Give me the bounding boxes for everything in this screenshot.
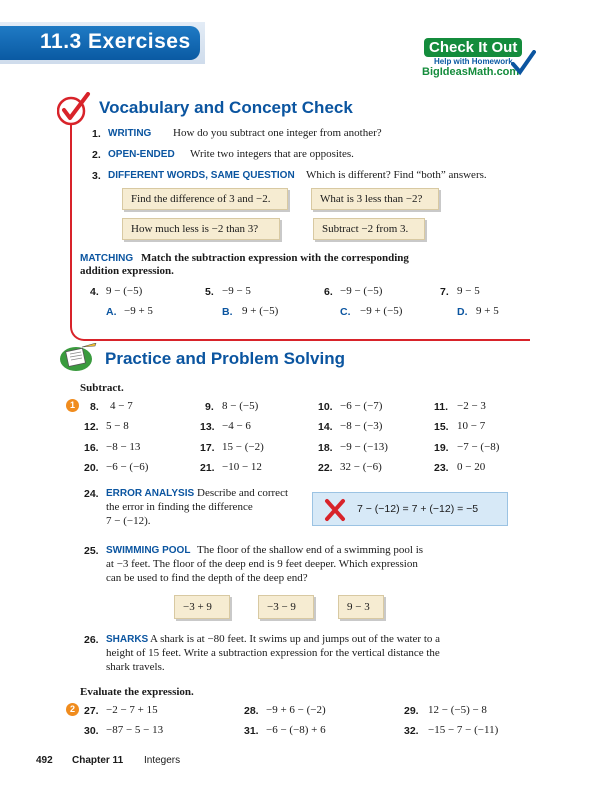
homework-help-label: Help with Homework bbox=[434, 57, 513, 66]
pool-choice-3: 9 − 3 bbox=[338, 595, 384, 619]
footer-topic: Integers bbox=[144, 755, 181, 766]
q25-line-3: can be used to find the depth of the deep end? bbox=[106, 572, 308, 584]
problem-31-number: 31. bbox=[244, 725, 259, 737]
problem-19-number: 19. bbox=[434, 442, 449, 454]
check-it-out-label: Check It Out bbox=[424, 38, 522, 57]
problem-32-expr: −15 − 7 − (−11) bbox=[428, 724, 499, 736]
q2-keyword: OPEN-ENDED bbox=[108, 149, 175, 160]
footer-chapter: Chapter 11 bbox=[72, 755, 124, 766]
problem-30-expr: −87 − 5 − 13 bbox=[106, 724, 164, 736]
problem-13-expr: −4 − 6 bbox=[222, 420, 251, 432]
item-4-number: 4. bbox=[90, 286, 99, 298]
q26-line-3: shark travels. bbox=[106, 661, 165, 673]
level-2-bullet: 2 bbox=[66, 703, 79, 716]
problem-12-number: 12. bbox=[84, 421, 99, 433]
problem-30-number: 30. bbox=[84, 725, 99, 737]
problem-10-number: 10. bbox=[318, 401, 333, 413]
q2-text: Write two integers that are opposites. bbox=[190, 148, 354, 160]
q1-keyword: WRITING bbox=[108, 128, 152, 139]
q3-keyword: DIFFERENT WORDS, SAME QUESTION bbox=[108, 170, 295, 181]
problem-23-number: 23. bbox=[434, 462, 449, 474]
vocab-heading: Vocabulary and Concept Check bbox=[99, 98, 353, 117]
q25-line-2: at −3 feet. The floor of the deep end is 9 feet deeper. Which expression bbox=[106, 558, 418, 570]
pool-choice-1: −3 + 9 bbox=[174, 595, 230, 619]
problem-27-number: 27. bbox=[84, 705, 99, 717]
subtract-instruction: Subtract. bbox=[80, 382, 124, 394]
problem-17-expr: 15 − (−2) bbox=[222, 441, 264, 453]
q26-line-1: A shark is at −80 feet. It swims up and jumps out of the water to a bbox=[150, 633, 441, 645]
item-7-number: 7. bbox=[440, 286, 449, 298]
q26-keyword: SHARKS bbox=[106, 634, 149, 645]
problem-13-number: 13. bbox=[200, 421, 215, 433]
item-7-expr: 9 − 5 bbox=[457, 285, 480, 297]
problem-21-number: 21. bbox=[200, 462, 215, 474]
problem-31-expr: −6 − (−8) + 6 bbox=[266, 724, 326, 736]
website-label: BigIdeasMath.com bbox=[422, 66, 520, 78]
item-5-expr: −9 − 5 bbox=[222, 285, 251, 297]
item-6-number: 6. bbox=[324, 286, 333, 298]
q24-line-1: Describe and correct bbox=[197, 487, 289, 499]
q2-number: 2. bbox=[92, 149, 101, 161]
problem-15-number: 15. bbox=[434, 421, 449, 433]
answer-a-letter: A. bbox=[106, 306, 117, 318]
answer-d-expr: 9 + 5 bbox=[476, 305, 499, 317]
problem-14-expr: −8 − (−3) bbox=[340, 420, 383, 432]
problem-20-expr: −6 − (−6) bbox=[106, 461, 149, 473]
choice-box-2: What is 3 less than −2? bbox=[311, 188, 439, 210]
problem-23-expr: 0 − 20 bbox=[457, 461, 486, 473]
problem-27-expr: −2 − 7 + 15 bbox=[106, 704, 158, 716]
problem-11-number: 11. bbox=[434, 401, 449, 413]
answer-b-letter: B. bbox=[222, 306, 233, 318]
problem-22-expr: 32 − (−6) bbox=[340, 461, 382, 473]
matching-line-1: Match the subtraction expression with the corresponding bbox=[141, 252, 409, 264]
answer-d-letter: D. bbox=[457, 306, 468, 318]
problem-18-number: 18. bbox=[318, 442, 333, 454]
answer-c-letter: C. bbox=[340, 306, 351, 318]
q1-number: 1. bbox=[92, 128, 101, 140]
check-it-out-logo[interactable] bbox=[418, 36, 538, 82]
page-number: 492 bbox=[36, 755, 53, 766]
answer-c-expr: −9 + (−5) bbox=[360, 305, 403, 317]
q24-keyword: ERROR ANALYSIS bbox=[106, 488, 195, 499]
pool-choice-2: −3 − 9 bbox=[258, 595, 314, 619]
choice-box-1: Find the difference of 3 and −2. bbox=[122, 188, 288, 210]
choice-box-3: How much less is −2 than 3? bbox=[122, 218, 280, 240]
q25-line-1: The floor of the shallow end of a swimming pool is bbox=[197, 544, 424, 556]
matching-line-2: addition expression. bbox=[80, 265, 174, 277]
problem-21-expr: −10 − 12 bbox=[222, 461, 262, 473]
error-work: 7 − (−12) = 7 + (−12) = −5 bbox=[357, 503, 479, 515]
q26-line-2: height of 15 feet. Write a subtraction expression for the vertical distance the bbox=[106, 647, 440, 659]
problem-32-number: 32. bbox=[404, 725, 419, 737]
problem-14-number: 14. bbox=[318, 421, 333, 433]
q3-number: 3. bbox=[92, 170, 101, 182]
problem-18-expr: −9 − (−13) bbox=[340, 441, 388, 453]
q25-number: 25. bbox=[84, 545, 99, 557]
problem-16-number: 16. bbox=[84, 442, 99, 454]
evaluate-instruction: Evaluate the expression. bbox=[80, 686, 194, 698]
problem-29-expr: 12 − (−5) − 8 bbox=[428, 704, 487, 716]
problem-17-number: 17. bbox=[200, 442, 215, 454]
q24-line-3: 7 − (−12). bbox=[106, 515, 151, 527]
level-1-bullet: 1 bbox=[66, 399, 79, 412]
answer-a-expr: −9 + 5 bbox=[124, 305, 153, 317]
matching-keyword: MATCHING bbox=[80, 253, 134, 264]
problem-29-number: 29. bbox=[404, 705, 419, 717]
choice-box-4: Subtract −2 from 3. bbox=[313, 218, 425, 240]
problem-28-expr: −9 + 6 − (−2) bbox=[266, 704, 326, 716]
problem-11-expr: −2 − 3 bbox=[457, 400, 486, 412]
problem-16-expr: −8 − 13 bbox=[106, 441, 141, 453]
section-title: 11.3 Exercises bbox=[40, 30, 191, 53]
q26-number: 26. bbox=[84, 634, 99, 646]
item-6-expr: −9 − (−5) bbox=[340, 285, 383, 297]
error-x-icon bbox=[323, 498, 347, 522]
problem-20-number: 20. bbox=[84, 462, 99, 474]
problem-9-number: 9. bbox=[205, 401, 214, 413]
q3-text: Which is different? Find “both” answers. bbox=[306, 169, 487, 181]
item-4-expr: 9 − (−5) bbox=[106, 285, 143, 297]
problem-12-expr: 5 − 8 bbox=[106, 420, 129, 432]
problem-22-number: 22. bbox=[318, 462, 333, 474]
red-checkmark-icon bbox=[57, 92, 91, 126]
problem-28-number: 28. bbox=[244, 705, 259, 717]
pencil-paper-icon bbox=[58, 343, 98, 373]
website-check-icon bbox=[510, 50, 536, 76]
q24-line-2: the error in finding the difference bbox=[106, 501, 253, 513]
problem-9-expr: 8 − (−5) bbox=[222, 400, 259, 412]
error-analysis-box bbox=[312, 492, 508, 526]
problem-15-expr: 10 − 7 bbox=[457, 420, 486, 432]
q25-keyword: SWIMMING POOL bbox=[106, 545, 191, 556]
problem-19-expr: −7 − (−8) bbox=[457, 441, 500, 453]
q1-text: How do you subtract one integer from another? bbox=[173, 127, 382, 139]
practice-heading: Practice and Problem Solving bbox=[105, 349, 345, 368]
problem-8-expr: 4 − 7 bbox=[110, 400, 133, 412]
problem-8-number: 8. bbox=[90, 401, 99, 413]
q24-number: 24. bbox=[84, 488, 99, 500]
problem-10-expr: −6 − (−7) bbox=[340, 400, 383, 412]
item-5-number: 5. bbox=[205, 286, 214, 298]
answer-b-expr: 9 + (−5) bbox=[242, 305, 279, 317]
